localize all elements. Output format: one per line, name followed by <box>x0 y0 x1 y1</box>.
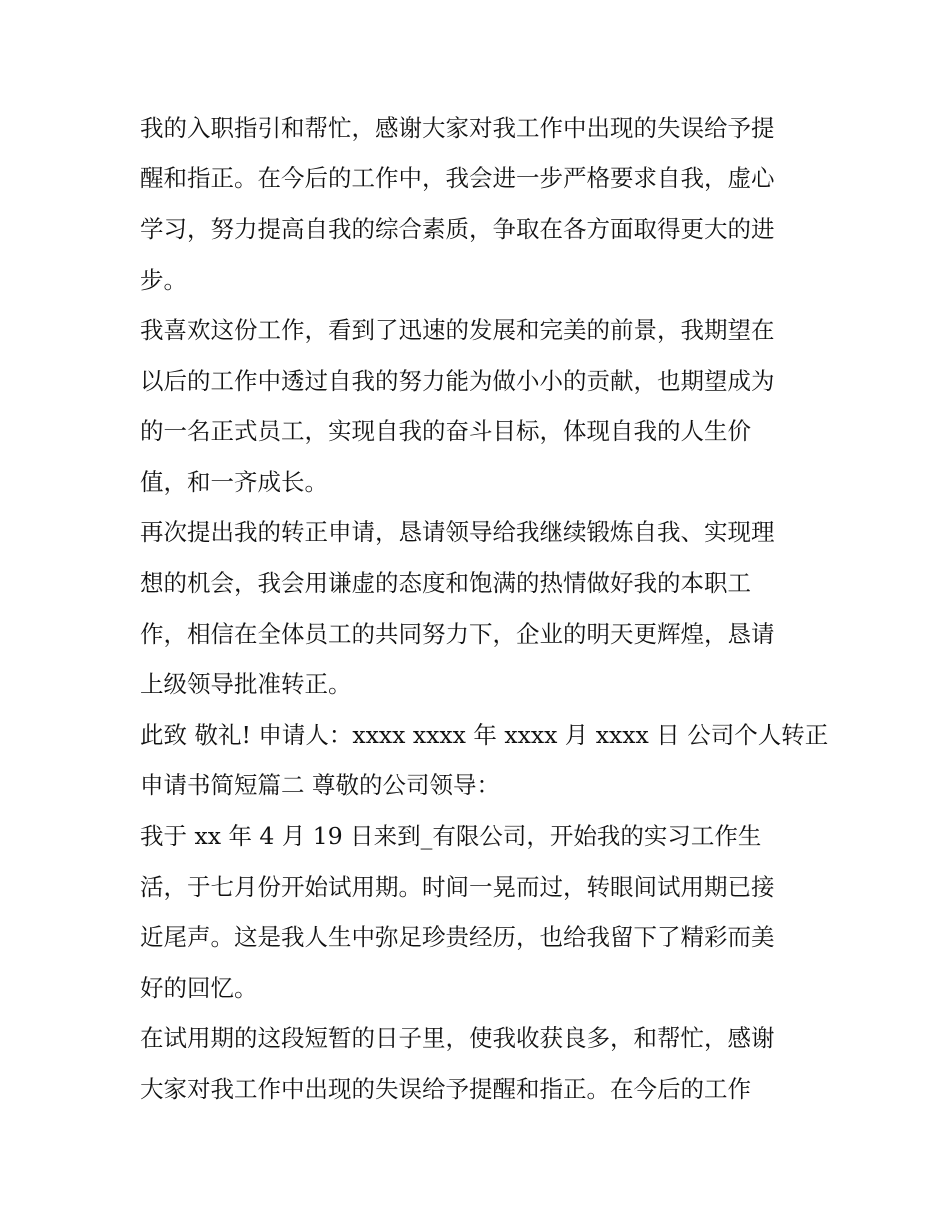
text-line: 申请书简短篇二 尊敬的公司领导： <box>140 771 500 799</box>
text-line: 近尾声。这是我人生中弥足珍贵经历，也给我留下了精彩而美 <box>140 923 775 951</box>
text-line: 大家对我工作中出现的失误给予提醒和指正。在今后的工作 <box>140 1075 751 1103</box>
text-line: 在试用期的这段短暂的日子里，使我收获良多，和帮忙，感谢 <box>140 1024 775 1052</box>
text-line: 步。 <box>140 266 187 294</box>
text-line: 以后的工作中透过自我的努力能为做小小的贡献，也期望成为 <box>140 367 775 395</box>
text-line: 我喜欢这份工作，看到了迅速的发展和完美的前景，我期望在 <box>140 316 775 344</box>
text-line: 学习，努力提高自我的综合素质，争取在各方面取得更大的进 <box>140 215 775 243</box>
text-line: 此致 敬礼! 申请人：xxxx xxxx 年 xxxx 月 xxxx 日 公司个人转正 <box>140 721 829 749</box>
text-line: 再次提出我的转正申请，恳请领导给我继续锻炼自我、实现理 <box>140 518 775 546</box>
text-line: 的一名正式员工，实现自我的奋斗目标，体现自我的人生价 <box>140 417 751 445</box>
text-line: 醒和指正。在今后的工作中，我会进一步严格要求自我，虚心 <box>140 164 775 192</box>
text-line: 我的入职指引和帮忙，感谢大家对我工作中出现的失误给予提 <box>140 114 775 142</box>
text-line: 作，相信在全体员工的共同努力下，企业的明天更辉煌，恳请 <box>140 620 775 648</box>
text-line: 好的回忆。 <box>140 974 258 1002</box>
text-line: 活，于七月份开始试用期。时间一晃而过，转眼间试用期已接 <box>140 873 775 901</box>
text-line: 想的机会，我会用谦虚的态度和饱满的热情做好我的本职工 <box>140 569 751 597</box>
text-line: 上级领导批准转正。 <box>140 670 352 698</box>
text-line: 我于 xx 年 4 月 19 日来到_有限公司，开始我的实习工作生 <box>140 822 762 850</box>
text-line: 值，和一齐成长。 <box>140 468 328 496</box>
